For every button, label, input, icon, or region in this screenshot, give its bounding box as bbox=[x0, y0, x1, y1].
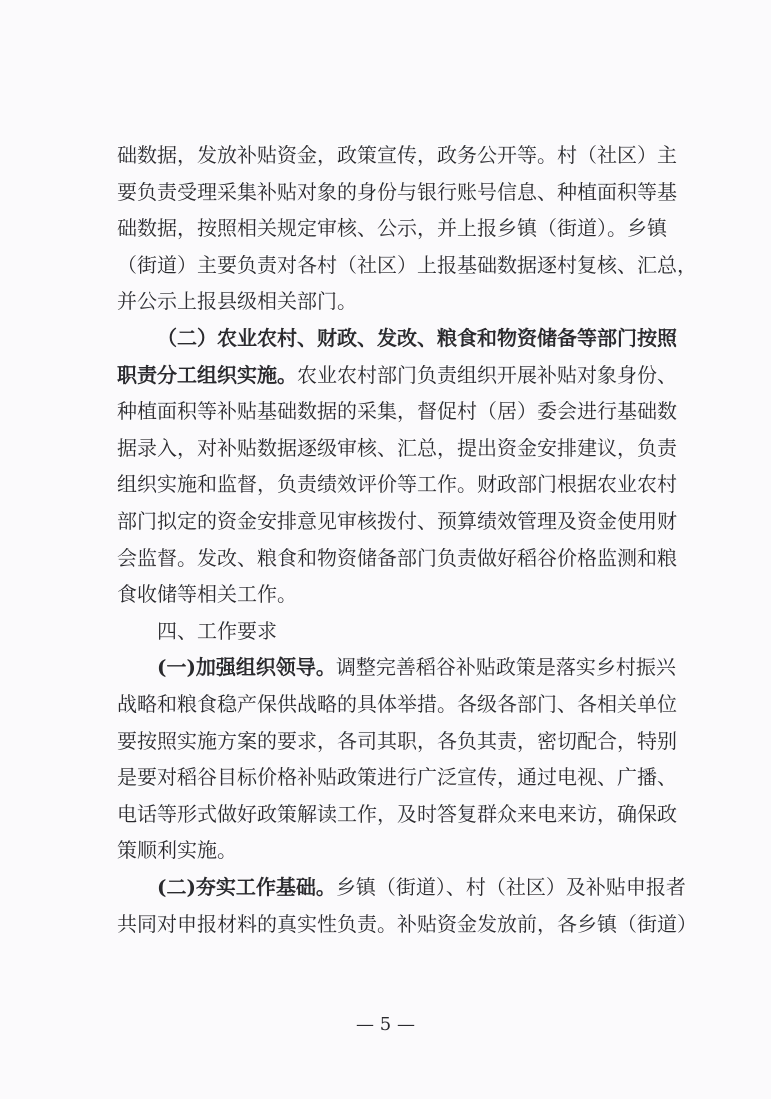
text-line bbox=[117, 362, 677, 388]
line-text: （街道）主要负责对各村（社区）上报基础数据逐村复核、汇总， bbox=[117, 252, 697, 277]
line-text: 四、工作要求 bbox=[157, 618, 277, 643]
line-text: 组织实施和监督，负责绩效评价等工作。财政部门根据农业农村 bbox=[117, 472, 677, 497]
bold-subheading: (一)加强组织领导。 bbox=[157, 655, 336, 680]
bold-subheading: (二)夯实工作基础。 bbox=[157, 875, 336, 899]
line-text: 农业农村部门负责组织开展补贴对象身份、 bbox=[297, 362, 677, 387]
text-line bbox=[117, 691, 677, 717]
section-heading bbox=[157, 618, 277, 644]
page-number: — 5 — bbox=[356, 1014, 415, 1035]
text-line bbox=[117, 142, 677, 168]
line-text: 种植面积等补贴基础数据的采集，督促村（居）委会进行基础数 bbox=[117, 399, 677, 424]
text-line bbox=[117, 545, 677, 571]
text-line bbox=[117, 179, 677, 205]
text-line bbox=[157, 654, 676, 680]
line-text: 础数据，发放补贴资金，政策宣传，政务公开等。村（社区）主 bbox=[117, 143, 677, 167]
line-text: 电话等形式做好政策解读工作，及时答复群众来电来访，确保政 bbox=[117, 801, 677, 826]
text-line bbox=[117, 911, 697, 937]
line-text: 战略和粮食稳产保供战略的具体举措。各级各部门、各相关单位 bbox=[117, 692, 677, 716]
text-line bbox=[117, 215, 667, 241]
line-text: 并公示上报县级相关部门。 bbox=[117, 289, 357, 314]
line-text: 食收储等相关工作。 bbox=[117, 582, 297, 607]
text-line bbox=[117, 288, 663, 314]
bold-subheading: （二）农业农村、财政、发改、粮食和物资储备等部门按照 bbox=[157, 326, 677, 350]
line-text: 共同对申报材料的真实性负责。补贴资金发放前，各乡镇（街道） bbox=[117, 911, 697, 936]
line-text: 调整完善稻谷补贴政策是落实乡村振兴 bbox=[335, 655, 676, 680]
text-line bbox=[157, 874, 686, 900]
line-text: 要负责受理采集补贴对象的身份与银行账号信息、种植面积等基 bbox=[117, 179, 677, 204]
line-text: 策顺利实施。 bbox=[117, 838, 237, 863]
line-text: 乡镇（街道）、村（社区）及补贴申报者 bbox=[335, 875, 686, 899]
text-line bbox=[117, 398, 677, 424]
line-text: 要按照实施方案的要求，各司其职，各负其责，密切配合，特别 bbox=[117, 728, 677, 753]
text-line bbox=[117, 508, 677, 534]
bold-subheading: 职责分工组织实施。 bbox=[117, 362, 297, 387]
line-text: 是要对稻谷目标价格补贴政策进行广泛宣传，通过电视、广播、 bbox=[117, 765, 677, 790]
text-line bbox=[117, 837, 663, 863]
text-line bbox=[117, 581, 663, 607]
line-text: 会监督。发改、粮食和物资储备部门负责做好稻谷价格监测和粮 bbox=[117, 545, 677, 570]
text-line bbox=[117, 435, 677, 461]
text-line bbox=[117, 764, 677, 790]
line-text: 部门拟定的资金安排意见审核拨付、预算绩效管理及资金使用财 bbox=[117, 509, 677, 533]
line-text: 据录入，对补贴数据逐级审核、汇总，提出资金安排建议，负责 bbox=[117, 435, 677, 460]
text-line bbox=[117, 252, 697, 278]
text-line bbox=[117, 801, 677, 827]
text-line bbox=[117, 728, 677, 754]
text-line bbox=[157, 325, 677, 351]
text-line bbox=[117, 471, 677, 497]
line-text: 础数据，按照相关规定审核、公示，并上报乡镇（街道）。乡镇 bbox=[117, 216, 667, 241]
